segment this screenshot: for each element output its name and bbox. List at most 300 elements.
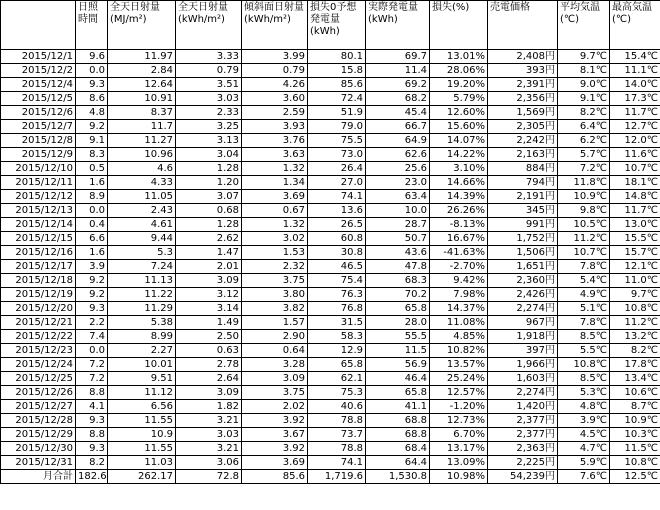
- value-cell: 3.93: [242, 120, 308, 134]
- value-cell: 7.24: [108, 260, 176, 274]
- value-cell: 3.07: [176, 190, 242, 204]
- value-cell: 9.2: [76, 120, 108, 134]
- value-cell: 8.2℃: [610, 344, 660, 358]
- value-cell: -2.70%: [430, 260, 488, 274]
- value-cell: 80.1: [308, 50, 366, 64]
- table-body: [1, 50, 660, 484]
- value-cell: 46.4: [366, 372, 430, 386]
- value-cell: 1,752円: [488, 232, 558, 246]
- date-cell: 2015/12/20: [1, 302, 76, 316]
- value-cell: 18.1℃: [610, 176, 660, 190]
- value-cell: 3.10%: [430, 162, 488, 176]
- value-cell: 1,569円: [488, 106, 558, 120]
- date-cell: 2015/12/1: [1, 50, 76, 64]
- date-cell: 月合計: [1, 470, 76, 484]
- value-cell: 13.0℃: [610, 218, 660, 232]
- table-row: [1, 92, 660, 106]
- value-cell: 13.6: [308, 204, 366, 218]
- value-cell: 2,377円: [488, 414, 558, 428]
- value-cell: 1,918円: [488, 330, 558, 344]
- value-cell: 6.2℃: [558, 134, 610, 148]
- date-cell: 2015/12/10: [1, 162, 76, 176]
- value-cell: 9.7℃: [610, 288, 660, 302]
- value-cell: 10.6℃: [610, 386, 660, 400]
- value-cell: 0.68: [176, 204, 242, 218]
- value-cell: 74.1: [308, 190, 366, 204]
- value-cell: 3.03: [176, 92, 242, 106]
- value-cell: 3.04: [176, 148, 242, 162]
- value-cell: 75.4: [308, 274, 366, 288]
- value-cell: 5.1℃: [558, 302, 610, 316]
- value-cell: 68.4: [366, 442, 430, 456]
- value-cell: 0.79: [176, 64, 242, 78]
- value-cell: 11.55: [108, 414, 176, 428]
- value-cell: 85.6: [242, 470, 308, 484]
- table-row: [1, 288, 660, 302]
- value-cell: 68.3: [366, 274, 430, 288]
- value-cell: 3.14: [176, 302, 242, 316]
- value-cell: 12.7℃: [610, 120, 660, 134]
- table-row: [1, 120, 660, 134]
- table-row: [1, 64, 660, 78]
- value-cell: 10.0: [366, 204, 430, 218]
- value-cell: 9.3: [76, 78, 108, 92]
- value-cell: 3.9℃: [558, 414, 610, 428]
- value-cell: 11.7℃: [610, 204, 660, 218]
- value-cell: 3.82: [242, 302, 308, 316]
- value-cell: 2.62: [176, 232, 242, 246]
- value-cell: 991円: [488, 218, 558, 232]
- value-cell: 3.21: [176, 442, 242, 456]
- date-cell: 2015/12/7: [1, 120, 76, 134]
- value-cell: 14.07%: [430, 134, 488, 148]
- value-cell: 19.20%: [430, 78, 488, 92]
- value-cell: 8.7℃: [610, 400, 660, 414]
- value-cell: 5.9℃: [558, 456, 610, 470]
- value-cell: 5.5℃: [558, 344, 610, 358]
- value-cell: 0.63: [176, 344, 242, 358]
- value-cell: 13.17%: [430, 442, 488, 456]
- date-cell: 2015/12/6: [1, 106, 76, 120]
- value-cell: 7.6℃: [558, 470, 610, 484]
- value-cell: 2.64: [176, 372, 242, 386]
- value-cell: 2.32: [242, 260, 308, 274]
- value-cell: 79.0: [308, 120, 366, 134]
- value-cell: 15.7℃: [610, 246, 660, 260]
- value-cell: 56.9: [366, 358, 430, 372]
- value-cell: 3.06: [176, 456, 242, 470]
- table-row: [1, 50, 660, 64]
- date-cell: 2015/12/31: [1, 456, 76, 470]
- table-row: [1, 176, 660, 190]
- value-cell: 10.7℃: [558, 246, 610, 260]
- value-cell: 12.60%: [430, 106, 488, 120]
- value-cell: 11.2℃: [610, 316, 660, 330]
- value-cell: 1.6: [76, 176, 108, 190]
- value-cell: 70.2: [366, 288, 430, 302]
- value-cell: 73.0: [308, 148, 366, 162]
- value-cell: 54,239円: [488, 470, 558, 484]
- value-cell: 4.7℃: [558, 442, 610, 456]
- value-cell: 51.9: [308, 106, 366, 120]
- value-cell: 12.0℃: [610, 134, 660, 148]
- value-cell: 9.8℃: [558, 204, 610, 218]
- value-cell: 393円: [488, 64, 558, 78]
- value-cell: 11.22: [108, 288, 176, 302]
- value-cell: 75.5: [308, 134, 366, 148]
- value-cell: 9.3: [76, 414, 108, 428]
- value-cell: 2,360円: [488, 274, 558, 288]
- column-header: 傾斜面日射量(kWh/m²): [242, 1, 308, 50]
- value-cell: 0.0: [76, 64, 108, 78]
- value-cell: 2.33: [176, 106, 242, 120]
- value-cell: 2.27: [108, 344, 176, 358]
- value-cell: 16.67%: [430, 232, 488, 246]
- value-cell: 4.33: [108, 176, 176, 190]
- value-cell: 14.0℃: [610, 78, 660, 92]
- date-cell: 2015/12/19: [1, 288, 76, 302]
- value-cell: 10.9℃: [610, 414, 660, 428]
- value-cell: 3.13: [176, 134, 242, 148]
- value-cell: 58.3: [308, 330, 366, 344]
- value-cell: 9.42%: [430, 274, 488, 288]
- value-cell: 2,242円: [488, 134, 558, 148]
- value-cell: 64.4: [366, 456, 430, 470]
- table-row: [1, 148, 660, 162]
- value-cell: 14.8℃: [610, 190, 660, 204]
- value-cell: 14.37%: [430, 302, 488, 316]
- value-cell: 2,305円: [488, 120, 558, 134]
- value-cell: 2,408円: [488, 50, 558, 64]
- value-cell: 9.1℃: [558, 92, 610, 106]
- value-cell: 3.25: [176, 120, 242, 134]
- value-cell: 3.09: [242, 372, 308, 386]
- date-cell: 2015/12/25: [1, 372, 76, 386]
- value-cell: 2,225円: [488, 456, 558, 470]
- value-cell: 55.5: [366, 330, 430, 344]
- value-cell: 4.1: [76, 400, 108, 414]
- value-cell: 5.4℃: [558, 274, 610, 288]
- value-cell: 65.8: [308, 358, 366, 372]
- value-cell: 262.17: [108, 470, 176, 484]
- value-cell: 5.38: [108, 316, 176, 330]
- value-cell: 8.2: [76, 456, 108, 470]
- value-cell: 47.8: [366, 260, 430, 274]
- value-cell: 4.9℃: [558, 288, 610, 302]
- table-row: [1, 302, 660, 316]
- table-row: [1, 106, 660, 120]
- value-cell: 11.5: [366, 344, 430, 358]
- value-cell: 76.3: [308, 288, 366, 302]
- value-cell: 10.91: [108, 92, 176, 106]
- value-cell: 14.22%: [430, 148, 488, 162]
- value-cell: 5.3: [108, 246, 176, 260]
- value-cell: -8.13%: [430, 218, 488, 232]
- value-cell: 3.12: [176, 288, 242, 302]
- value-cell: 75.3: [308, 386, 366, 400]
- value-cell: 13.4℃: [610, 372, 660, 386]
- value-cell: 4.5℃: [558, 428, 610, 442]
- table-row: [1, 274, 660, 288]
- value-cell: 2,356円: [488, 92, 558, 106]
- value-cell: 0.79: [242, 64, 308, 78]
- value-cell: 7.2: [76, 372, 108, 386]
- value-cell: 72.4: [308, 92, 366, 106]
- value-cell: 68.2: [366, 92, 430, 106]
- value-cell: 62.1: [308, 372, 366, 386]
- value-cell: 3.33: [176, 50, 242, 64]
- table-row: [1, 358, 660, 372]
- value-cell: 3.51: [176, 78, 242, 92]
- value-cell: 1.53: [242, 246, 308, 260]
- value-cell: 2.2: [76, 316, 108, 330]
- date-cell: 2015/12/16: [1, 246, 76, 260]
- value-cell: 4.8: [76, 106, 108, 120]
- value-cell: 28.7: [366, 218, 430, 232]
- value-cell: 28.06%: [430, 64, 488, 78]
- value-cell: 76.8: [308, 302, 366, 316]
- date-cell: 2015/12/17: [1, 260, 76, 274]
- date-cell: 2015/12/5: [1, 92, 76, 106]
- value-cell: 12.57%: [430, 386, 488, 400]
- value-cell: -1.20%: [430, 400, 488, 414]
- value-cell: 17.8℃: [610, 358, 660, 372]
- value-cell: 11.7: [108, 120, 176, 134]
- value-cell: 11.97: [108, 50, 176, 64]
- column-header: [1, 1, 76, 50]
- value-cell: 2,391円: [488, 78, 558, 92]
- value-cell: 9.44: [108, 232, 176, 246]
- value-cell: 8.1℃: [558, 64, 610, 78]
- value-cell: 3.75: [242, 274, 308, 288]
- value-cell: 43.6: [366, 246, 430, 260]
- date-cell: 2015/12/12: [1, 190, 76, 204]
- value-cell: 9.6: [76, 50, 108, 64]
- value-cell: 9.3: [76, 302, 108, 316]
- value-cell: 7.2℃: [558, 162, 610, 176]
- value-cell: 31.5: [308, 316, 366, 330]
- value-cell: 68.8: [366, 414, 430, 428]
- value-cell: 50.7: [366, 232, 430, 246]
- value-cell: 3.9: [76, 260, 108, 274]
- value-cell: 10.9: [108, 428, 176, 442]
- date-cell: 2015/12/22: [1, 330, 76, 344]
- value-cell: 8.3: [76, 148, 108, 162]
- value-cell: 0.5: [76, 162, 108, 176]
- value-cell: 7.2: [76, 358, 108, 372]
- value-cell: 15.4℃: [610, 50, 660, 64]
- column-header: 日照時間: [76, 1, 108, 50]
- value-cell: 1.32: [242, 218, 308, 232]
- value-cell: 1,420円: [488, 400, 558, 414]
- value-cell: 1.20: [176, 176, 242, 190]
- value-cell: 11.2℃: [558, 232, 610, 246]
- value-cell: 0.4: [76, 218, 108, 232]
- value-cell: 10.8℃: [610, 302, 660, 316]
- value-cell: 23.0: [366, 176, 430, 190]
- value-cell: 2,363円: [488, 442, 558, 456]
- value-cell: 4.61: [108, 218, 176, 232]
- value-cell: 11.4: [366, 64, 430, 78]
- value-cell: 884円: [488, 162, 558, 176]
- value-cell: 9.51: [108, 372, 176, 386]
- value-cell: 73.7: [308, 428, 366, 442]
- table-row: [1, 218, 660, 232]
- value-cell: 41.1: [366, 400, 430, 414]
- value-cell: 5.3℃: [558, 386, 610, 400]
- value-cell: 3.09: [176, 274, 242, 288]
- value-cell: 6.56: [108, 400, 176, 414]
- value-cell: 1.34: [242, 176, 308, 190]
- value-cell: 794円: [488, 176, 558, 190]
- value-cell: 26.5: [308, 218, 366, 232]
- table-row: [1, 442, 660, 456]
- value-cell: -41.63%: [430, 246, 488, 260]
- value-cell: 10.8℃: [558, 358, 610, 372]
- value-cell: 65.8: [366, 302, 430, 316]
- value-cell: 60.8: [308, 232, 366, 246]
- value-cell: 3.03: [176, 428, 242, 442]
- table-row: [1, 330, 660, 344]
- value-cell: 8.8: [76, 428, 108, 442]
- value-cell: 8.37: [108, 106, 176, 120]
- value-cell: 1.6: [76, 246, 108, 260]
- value-cell: 0.0: [76, 204, 108, 218]
- value-cell: 1.82: [176, 400, 242, 414]
- value-cell: 4.85%: [430, 330, 488, 344]
- value-cell: 3.76: [242, 134, 308, 148]
- value-cell: 26.26%: [430, 204, 488, 218]
- value-cell: 4.8℃: [558, 400, 610, 414]
- value-cell: 28.0: [366, 316, 430, 330]
- value-cell: 9.2: [76, 288, 108, 302]
- value-cell: 11.1℃: [610, 64, 660, 78]
- value-cell: 3.02: [242, 232, 308, 246]
- column-header: 売電価格: [488, 1, 558, 50]
- value-cell: 78.8: [308, 442, 366, 456]
- value-cell: 0.67: [242, 204, 308, 218]
- value-cell: 1,719.6: [308, 470, 366, 484]
- value-cell: 2.59: [242, 106, 308, 120]
- value-cell: 11.6℃: [610, 148, 660, 162]
- value-cell: 2.78: [176, 358, 242, 372]
- value-cell: 12.9: [308, 344, 366, 358]
- value-cell: 26.4: [308, 162, 366, 176]
- value-cell: 2,274円: [488, 302, 558, 316]
- value-cell: 3.92: [242, 414, 308, 428]
- value-cell: 15.8: [308, 64, 366, 78]
- value-cell: 8.2℃: [558, 106, 610, 120]
- value-cell: 3.63: [242, 148, 308, 162]
- value-cell: 13.09%: [430, 456, 488, 470]
- value-cell: 1.28: [176, 218, 242, 232]
- date-cell: 2015/12/29: [1, 428, 76, 442]
- date-cell: 2015/12/30: [1, 442, 76, 456]
- value-cell: 2.50: [176, 330, 242, 344]
- value-cell: 1,651円: [488, 260, 558, 274]
- value-cell: 1,603円: [488, 372, 558, 386]
- table-row: [1, 204, 660, 218]
- table-row: [1, 372, 660, 386]
- value-cell: 8.9: [76, 190, 108, 204]
- value-cell: 3.09: [176, 386, 242, 400]
- value-cell: 65.8: [366, 386, 430, 400]
- date-cell: 2015/12/13: [1, 204, 76, 218]
- value-cell: 397円: [488, 344, 558, 358]
- value-cell: 10.3℃: [610, 428, 660, 442]
- value-cell: 2,191円: [488, 190, 558, 204]
- value-cell: 0.0: [76, 344, 108, 358]
- column-header: 平均気温(℃): [558, 1, 610, 50]
- table-row: [1, 316, 660, 330]
- value-cell: 25.6: [366, 162, 430, 176]
- column-header: 最高気温(℃): [610, 1, 660, 50]
- column-header: 損失(%): [430, 1, 488, 50]
- value-cell: 14.66%: [430, 176, 488, 190]
- value-cell: 182.6: [76, 470, 108, 484]
- date-cell: 2015/12/26: [1, 386, 76, 400]
- date-cell: 2015/12/11: [1, 176, 76, 190]
- value-cell: 2.01: [176, 260, 242, 274]
- value-cell: 3.99: [242, 50, 308, 64]
- value-cell: 10.01: [108, 358, 176, 372]
- value-cell: 3.67: [242, 428, 308, 442]
- value-cell: 69.2: [366, 78, 430, 92]
- date-cell: 2015/12/2: [1, 64, 76, 78]
- value-cell: 1,966円: [488, 358, 558, 372]
- table-row: [1, 260, 660, 274]
- value-cell: 2.43: [108, 204, 176, 218]
- table-row: [1, 232, 660, 246]
- value-cell: 1.47: [176, 246, 242, 260]
- value-cell: 78.8: [308, 414, 366, 428]
- value-cell: 46.5: [308, 260, 366, 274]
- column-header: 損失0予想発電量(kWh): [308, 1, 366, 50]
- date-cell: 2015/12/21: [1, 316, 76, 330]
- value-cell: 0.64: [242, 344, 308, 358]
- value-cell: 10.5℃: [558, 218, 610, 232]
- value-cell: 9.0℃: [558, 78, 610, 92]
- value-cell: 2.02: [242, 400, 308, 414]
- value-cell: 45.4: [366, 106, 430, 120]
- value-cell: 9.1: [76, 134, 108, 148]
- date-cell: 2015/12/23: [1, 344, 76, 358]
- table-row: [1, 428, 660, 442]
- total-row: [1, 470, 660, 484]
- value-cell: 85.6: [308, 78, 366, 92]
- value-cell: 12.1℃: [610, 260, 660, 274]
- value-cell: 7.98%: [430, 288, 488, 302]
- value-cell: 8.8: [76, 386, 108, 400]
- value-cell: 11.5℃: [610, 442, 660, 456]
- value-cell: 62.6: [366, 148, 430, 162]
- value-cell: 7.8℃: [558, 316, 610, 330]
- value-cell: 3.69: [242, 456, 308, 470]
- value-cell: 8.5℃: [558, 372, 610, 386]
- value-cell: 27.0: [308, 176, 366, 190]
- date-cell: 2015/12/27: [1, 400, 76, 414]
- value-cell: 4.26: [242, 78, 308, 92]
- value-cell: 6.4℃: [558, 120, 610, 134]
- header-row: [1, 1, 660, 50]
- value-cell: 72.8: [176, 470, 242, 484]
- value-cell: 11.8℃: [558, 176, 610, 190]
- value-cell: 3.69: [242, 190, 308, 204]
- value-cell: 1,530.8: [366, 470, 430, 484]
- value-cell: 3.75: [242, 386, 308, 400]
- value-cell: 11.05: [108, 190, 176, 204]
- date-cell: 2015/12/4: [1, 78, 76, 92]
